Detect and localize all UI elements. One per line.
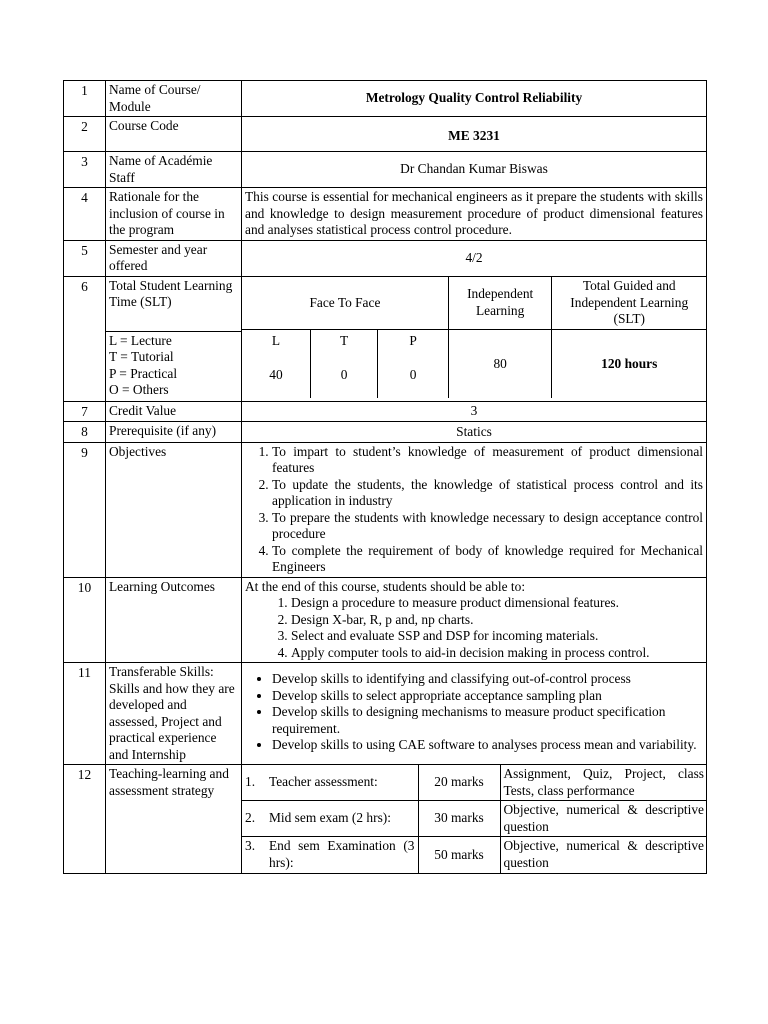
assessment-item: 3. End sem Examination (3 hrs): (245, 838, 415, 870)
slt-legend-item: T = Tutorial (109, 349, 174, 364)
row-label: Objectives (106, 442, 242, 577)
course-document (63, 80, 706, 874)
outcomes-intro: At the end of this course, students should be able to: (245, 578, 526, 594)
credit-value: 3 (242, 401, 707, 422)
row-objectives (64, 442, 707, 577)
staff-value: Dr Chandan Kumar Biswas (242, 152, 707, 188)
row-label: Learning Outcomes (106, 577, 242, 663)
row-rationale (64, 188, 707, 241)
semester-value: 4/2 (242, 240, 707, 276)
rationale-value: This course is essential for mechanical engineers as it prepare the students with skills and knowledge to design measurement procedure of product dimensional features and analyses statistical process control procedure. (242, 188, 707, 241)
row-label: Course Code (106, 117, 242, 152)
outcome-item: 1. Design a procedure to measure product dimensional features. (291, 595, 703, 612)
objective-item: 4. To complete the requirement of body of knowledge required for Mechanical Engineers (272, 543, 703, 576)
row-prerequisite (64, 422, 707, 443)
row-label: Total Student Learning Time (SLT) (106, 277, 241, 332)
row-credit (64, 401, 707, 422)
independent-hours: 80 (448, 330, 552, 398)
slt-legend-item: L = Lecture (109, 332, 172, 348)
slt-legend-item: O = Others (109, 382, 169, 397)
assessment-row (242, 765, 707, 801)
assessment-desc: Assignment, Quiz, Project, class Tests, class performance (500, 765, 707, 801)
row-number: 6 (64, 276, 106, 401)
row-number: 9 (64, 442, 106, 577)
slt-label-cell (106, 276, 242, 401)
slt-legend-item: P = Practical (109, 365, 178, 381)
row-label: Semester and year offered (106, 240, 242, 276)
row-label: Transferable Skills: Skills and how they are developed and assessed, Project and practical experience and Internship (106, 663, 242, 765)
course-code-value: ME 3231 (242, 117, 707, 152)
outcome-item: 4. Apply computer tools to aid-in decision making in process control. (291, 645, 703, 662)
row-number: 5 (64, 240, 106, 276)
row-number: 8 (64, 422, 106, 443)
total-hours: 120 hours (552, 330, 706, 398)
assessment-desc: Objective, numerical & descriptive question (500, 837, 707, 873)
row-label: Credit Value (106, 401, 242, 422)
slt-legend (106, 332, 241, 401)
lecture-hours: 40 (269, 366, 283, 382)
row-outcomes (64, 577, 707, 663)
row-number: 4 (64, 188, 106, 241)
objectives-list (245, 444, 703, 576)
face-to-face-header: Face To Face (242, 277, 448, 330)
row-label: Teaching-learning and assessment strategy (106, 765, 242, 874)
course-name-value: Metrology Quality Control Reliability (242, 81, 707, 117)
lecture-header: L (271, 333, 281, 348)
skill-item: • Develop skills to select appropriate acceptance sampling plan (272, 688, 703, 705)
outcomes-list (245, 595, 703, 661)
row-label: Name of Course/ Module (106, 81, 242, 117)
row-label: Name of Académie Staff (106, 152, 242, 188)
assessment-row (242, 837, 707, 873)
row-number: 12 (64, 765, 106, 874)
row-course-code (64, 117, 707, 152)
lecture-cell (242, 330, 310, 398)
row-number: 3 (64, 152, 106, 188)
outcome-item: 3. Select and evaluate SSP and DSP for incoming materials. (291, 628, 703, 645)
row-skills (64, 663, 707, 765)
row-assessment (64, 765, 707, 874)
row-staff (64, 152, 707, 188)
row-number: 11 (64, 663, 106, 765)
slt-grid (242, 277, 706, 398)
practical-hours: 0 (409, 366, 417, 382)
outcomes-cell (242, 577, 707, 663)
independent-header: Independent Learning (448, 277, 552, 330)
outcome-item: 2. Design X-bar, R, p and, np charts. (291, 612, 703, 629)
row-semester (64, 240, 707, 276)
skill-item: • Develop skills to using CAE software to analyses process mean and variability. (272, 737, 703, 754)
tutorial-cell (310, 330, 377, 398)
assessment-marks: 20 marks (418, 765, 500, 801)
row-number: 10 (64, 577, 106, 663)
objectives-cell (242, 442, 707, 577)
row-number: 1 (64, 81, 106, 117)
assessment-cell (242, 765, 707, 874)
course-table (63, 80, 707, 874)
objective-item: 3. To prepare the students with knowledge necessary to design acceptance control procedure (272, 510, 703, 543)
row-label: Rationale for the inclusion of course in the program (106, 188, 242, 241)
skill-item: • Develop skills to designing mechanisms to measure product specification requirement. (272, 704, 703, 737)
skills-cell (242, 663, 707, 765)
practical-header: P (409, 333, 417, 348)
row-slt (64, 276, 707, 401)
assessment-table (242, 765, 707, 873)
skills-list (245, 671, 703, 754)
prerequisite-value: Statics (242, 422, 707, 443)
tutorial-hours: 0 (340, 366, 348, 382)
tutorial-header: T (340, 333, 349, 348)
row-number: 7 (64, 401, 106, 422)
assessment-item: 1. Teacher assessment: (242, 765, 418, 801)
assessment-row (242, 801, 707, 837)
assessment-desc: Objective, numerical & descriptive question (500, 801, 707, 837)
assessment-marks: 50 marks (418, 837, 500, 873)
row-number: 2 (64, 117, 106, 152)
row-course-name (64, 81, 707, 117)
slt-grid-cell (242, 276, 707, 401)
skill-item: • Develop skills to identifying and classifying out-of-control process (272, 671, 703, 688)
row-label: Prerequisite (if any) (106, 422, 242, 443)
practical-cell (378, 330, 448, 398)
assessment-item: 2. Mid sem exam (2 hrs): (242, 801, 418, 837)
objective-item: 1. To impart to student’s knowledge of measurement of product dimensional features (272, 444, 703, 477)
assessment-marks: 30 marks (418, 801, 500, 837)
objective-item: 2. To update the students, the knowledge of statistical process control and its application in industry (272, 477, 703, 510)
total-header: Total Guided and Independent Learning (SLT) (552, 277, 706, 330)
